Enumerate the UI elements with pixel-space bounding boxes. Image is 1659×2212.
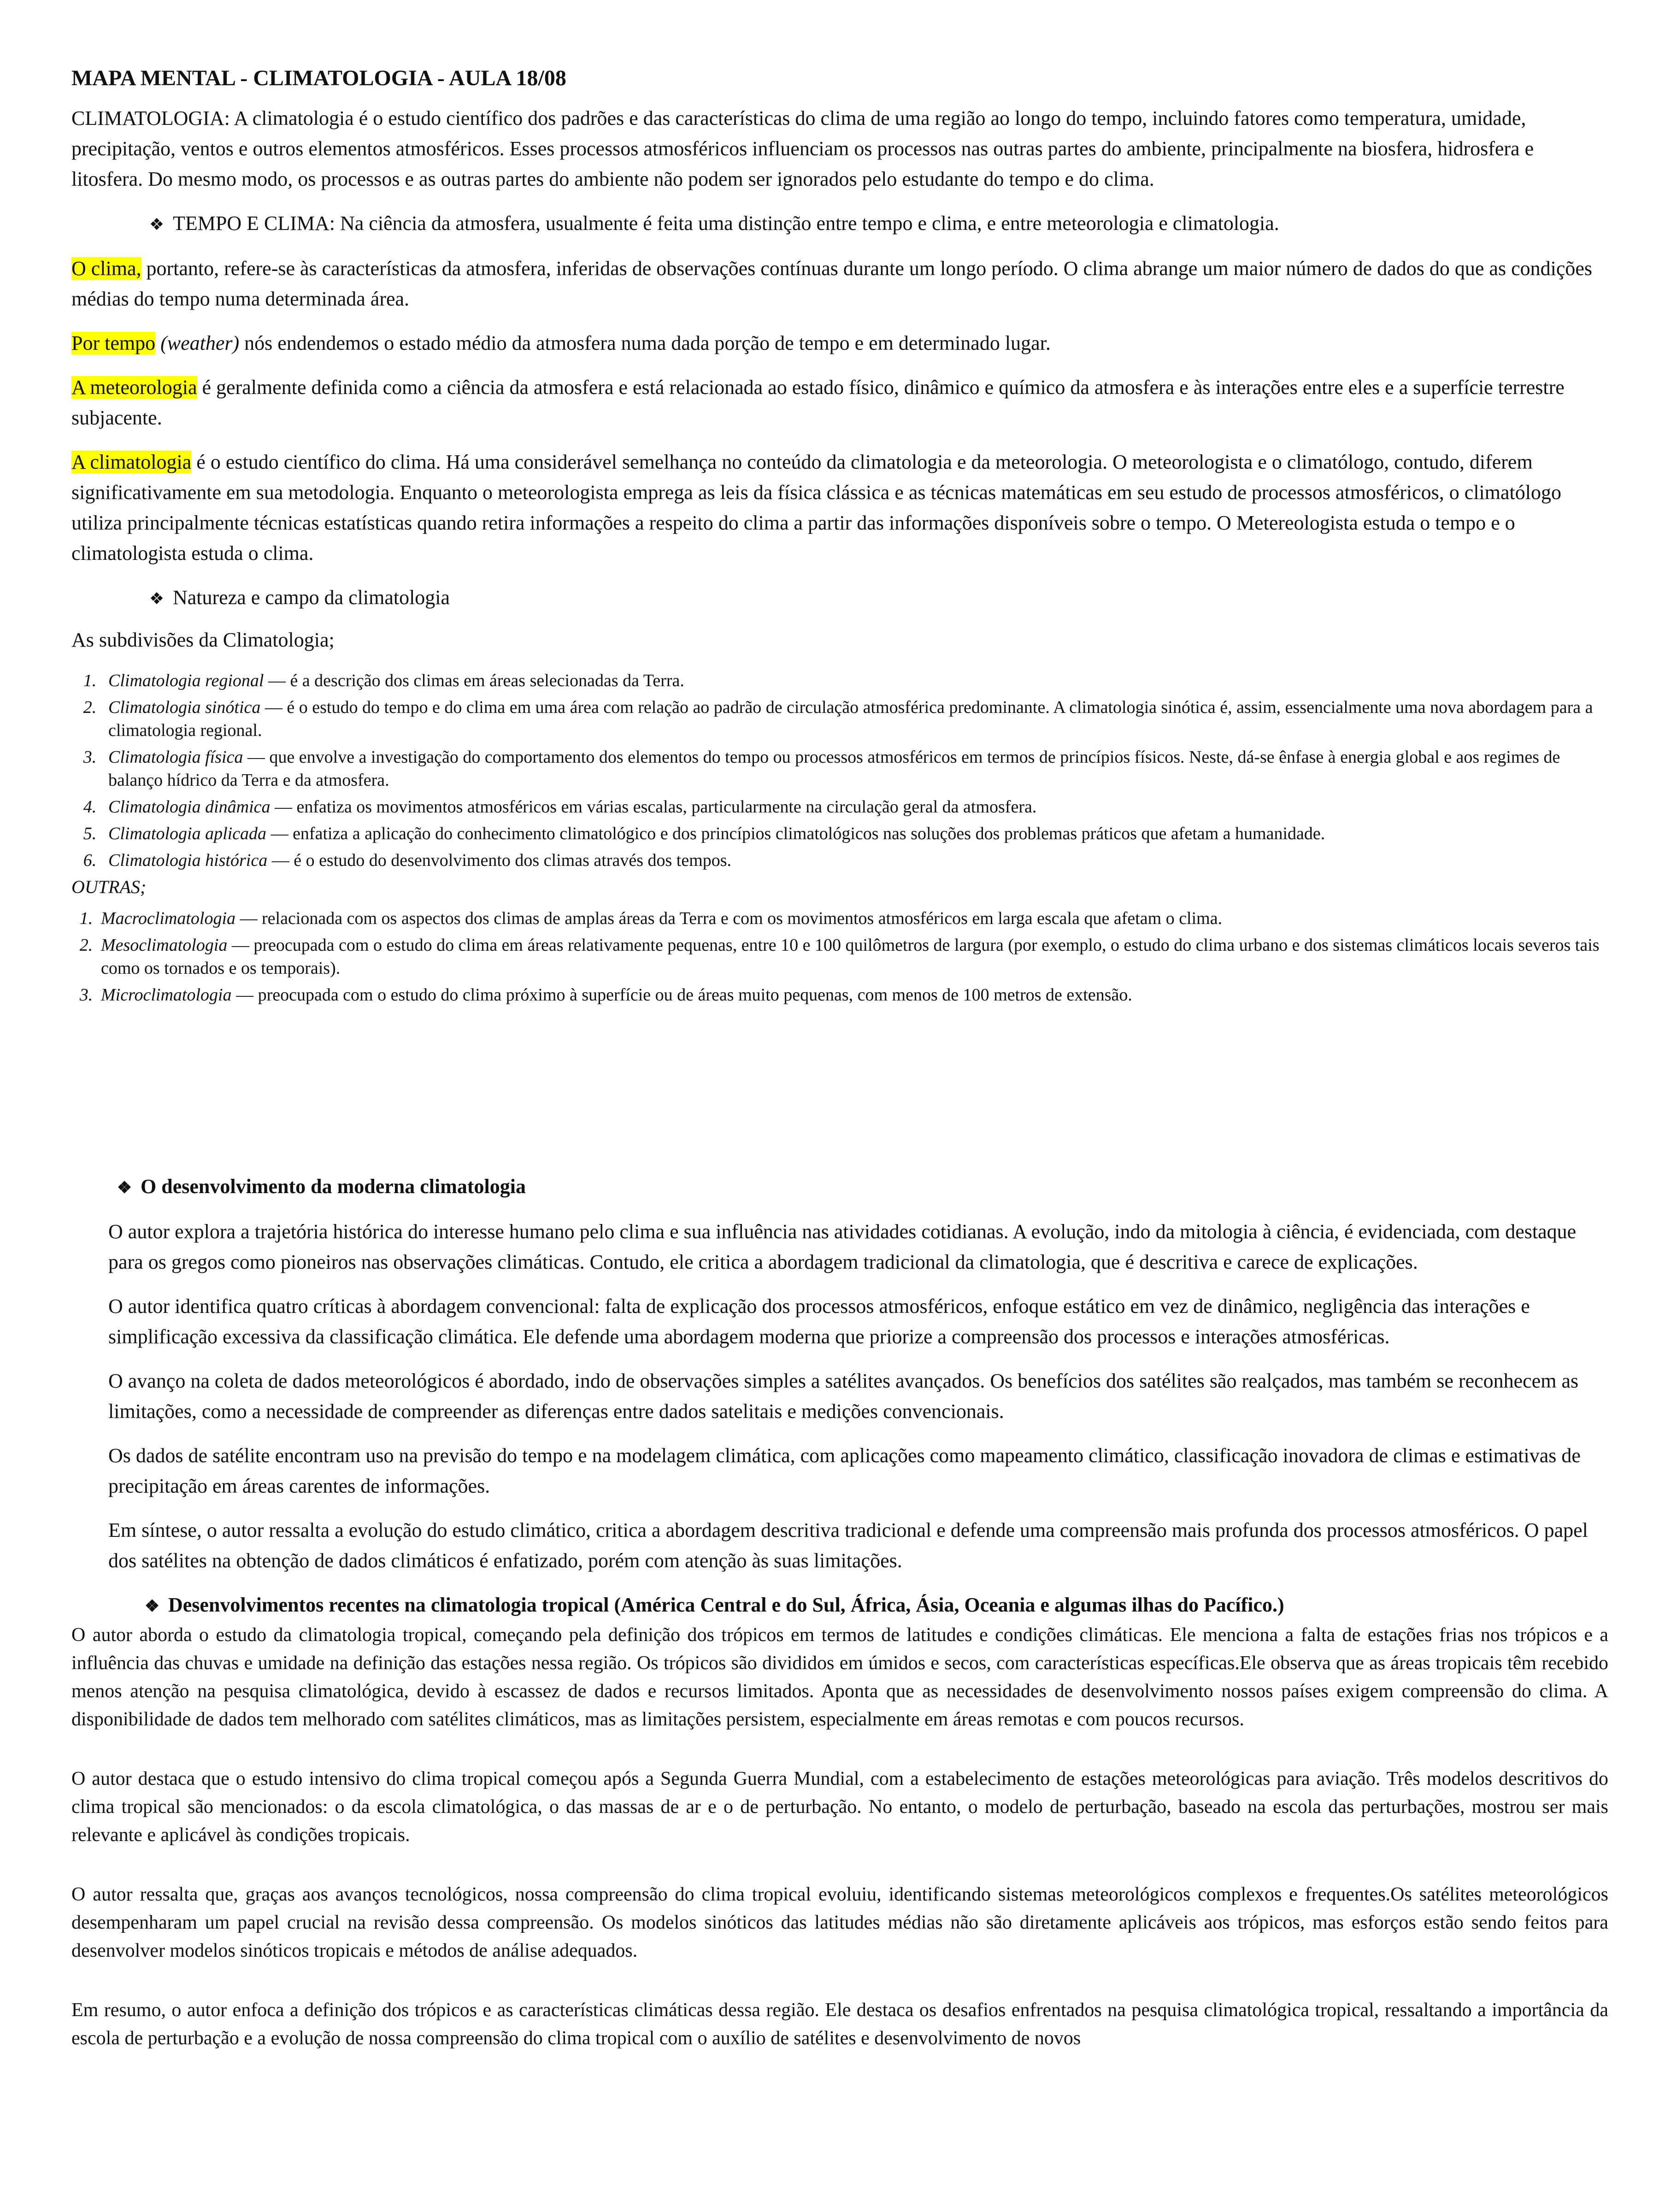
diamond-bullet-icon: ❖ [117,1178,132,1197]
bullet-natureza [71,582,1608,614]
document-title: MAPA MENTAL - CLIMATOLOGIA - AULA 18/08 [71,66,566,90]
clima-text: portanto, refere-se às características da atmosfera, inferidas de observações contínuas durante um longo período. O clima abrange um maior número de dados do que as condições médias do tempo numa determinada área. [71,257,1593,310]
desenvolvimento-paragraph: Em síntese, o autor ressalta a evolução do estudo climático, critica a abordagem descritiva tradicional e defende uma compreensão mais profunda dos processos atmosféricos. O papel dos satélites na obtenção de dados climáticos é enfatizado, porém com atenção às suas limitações. [108,1519,1588,1572]
diamond-bullet-icon: ❖ [144,1597,160,1615]
meteorologia-text: é geralmente definida como a ciência da atmosfera e está relacionada ao estado físico, dinâmico e químico da atmosfera e às interações entre eles e a superfície terrestre subjacente. [71,376,1565,429]
tempo-highlight: Por tempo [71,332,156,354]
outras-list [71,907,1608,1006]
outras-label: OUTRAS; [71,877,147,897]
list-item: 1. Climatologia regional — é a descrição dos climas em áreas selecionadas da Terra. [83,671,684,690]
tropical-paragraph: Em resumo, o autor enfoca a definição dos trópicos e as características climáticas dessa região. Ele destaca os desafios enfrentados na pesquisa climatológica tropical, ressaltando a importância da escola de perturbação e a evolução de nossa compreensão do clima tropical com o auxílio de satélites e desenvolvimento de novos [71,2000,1608,2049]
bullet-natureza-text: Natureza e campo da climatologia [173,586,450,609]
diamond-bullet-icon: ❖ [149,589,165,608]
bullet-desenvolvimento [108,1171,1608,1203]
subdivisoes-list [71,669,1608,872]
clima-paragraph [71,253,1608,314]
list-item: 5. Climatologia aplicada — enfatiza a aplicação do conhecimento climatológico e dos princípios climatológicos nas soluções dos problemas práticos que afetam a humanidade. [83,824,1325,843]
tempo-weather: (weather) [155,332,240,354]
clima-highlight: O clima, [71,257,141,280]
climatologia-paragraph [71,447,1608,569]
list-item: 2. Climatologia sinótica — é o estudo do tempo e do clima em uma área com relação ao padrão de circulação atmosférica predominante. A climatologia sinótica é, assim, essencialmente uma nova abordagem para a climatologia regional. [83,698,1593,740]
list-item: 3. Climatologia física — que envolve a investigação do comportamento dos elementos do tempo ou processos atmosféricos em termos de princípios físicos. Neste, dá-se ênfase à energia global e aos regimes de balanço hídrico da Terra e da atmosfera. [83,747,1560,790]
list-item: 2. Mesoclimatologia — preocupada com o estudo do clima em áreas relativamente pequenas, entre 10 e 100 quilômetros de largura (por exemplo, o estudo do clima urbano e dos sistemas climáticos locais severos tais como os tornados e os temporais). [79,935,1600,978]
list-item: 6. Climatologia histórica — é o estudo do desenvolvimento dos climas através dos tempos. [83,851,732,870]
document-page [71,65,1608,2084]
climatologia-text: é o estudo científico do clima. Há uma considerável semelhança no conteúdo da climatologia e da meteorologia. O meteorologista e o climatólogo, contudo, diferem significativamente em sua metodologia. Enquanto o meteorologista emprega as leis da física clássica e as técnicas matemáticas em seu estudo de processos atmosféricos, o climatólogo utiliza principalmente técnicas estatísticas quando retira informações a respeito do clima a partir das informações disponíveis sobre o tempo. O Metereologista estuda o tempo e o climatologista estuda o clima. [71,451,1561,565]
tropical-paragraph: O autor aborda o estudo da climatologia tropical, começando pela definição dos trópicos em termos de latitudes e condições climáticas. Ele menciona a falta de estações frias nos trópicos e a influência das chuvas e umidade na definição das estações nessa região. Os trópicos são divididos em úmidos e secos, com características específicas.Ele observa que as áreas tropicais têm recebido menos atenção na pesquisa climatológica, devido à escassez de dados e recursos limitados. Aponta que as necessidades de desenvolvimento nossos países exigem compreensão do clima. A disponibilidade de dados tem melhorado com satélites climáticos, mas as limitações persistem, especialmente em áreas remotas e com poucos recursos. [71,1624,1608,1730]
intro-paragraph: CLIMATOLOGIA: A climatologia é o estudo científico dos padrões e das características do clima de uma região ao longo do tempo, incluindo fatores como temperatura, umidade, precipitação, ventos e outros elementos atmosféricos. Esses processos atmosféricos influenciam os processos nas outras partes do ambiente, principalmente na biosfera, hidrosfera e litosfera. Do mesmo modo, os processos e as outras partes do ambiente não podem ser ignorados pelo estudante do tempo e do clima. [71,107,1534,190]
list-item: 4. Climatologia dinâmica — enfatiza os movimentos atmosféricos em várias escalas, particularmente na circulação geral da atmosfera. [83,797,1037,817]
desenvolvimento-section [71,1171,1608,1576]
meteorologia-paragraph [71,372,1608,433]
desenvolvimento-paragraph: O autor identifica quatro críticas à abordagem convencional: falta de explicação dos processos atmosféricos, enfoque estático em vez de dinâmico, negligência das interações e simplificação excessiva da classificação climática. Ele defende uma abordagem moderna que priorize a compreensão dos processos e interações atmosféricas. [108,1295,1530,1348]
desenvolvimento-paragraph: O avanço na coleta de dados meteorológicos é abordado, indo de observações simples a satélites avançados. Os benefícios dos satélites são realçados, mas também se reconhecem as limitações, como a necessidade de compreender as diferenças entre dados satelitais e medições convencionais. [108,1370,1579,1423]
list-item: 1. Macroclimatologia — relacionada com os aspectos dos climas de amplas áreas da Terra e com os movimentos atmosféricos em larga escala que afetam o clima. [79,909,1223,928]
desenvolvimento-paragraph: O autor explora a trajetória histórica do interesse humano pelo clima e sua influência nas atividades cotidianas. A evolução, indo da mitologia à ciência, é evidenciada, com destaque para os gregos como pioneiros nas observações climáticas. Contudo, ele critica a abordagem tradicional da climatologia, que é descritiva e carece de explicações. [108,1220,1577,1273]
meteorologia-highlight: A meteorologia [71,376,197,399]
bullet-tempo-e-clima [71,208,1608,240]
tropical-paragraph: O autor destaca que o estudo intensivo do clima tropical começou após a Segunda Guerra Mundial, com a estabelecimento de estações meteorológicas para aviação. Três modelos descritivos do clima tropical são mencionados: o da escola climatológica, o das massas de ar e o de perturbação. No entanto, o modelo de perturbação, baseado na escola das perturbações, mostrou ser mais relevante e aplicável às condições tropicais. [71,1768,1608,1846]
climatologia-highlight: A climatologia [71,451,192,473]
tempo-text: nós endendemos o estado médio da atmosfera numa dada porção de tempo e em determinado lugar. [239,332,1051,354]
bullet-tropical [71,1590,1608,1621]
bullet-desenvolvimento-text: O desenvolvimento da moderna climatologia [141,1175,526,1198]
tempo-paragraph [71,328,1608,359]
list-item: 3. Microclimatologia — preocupada com o estudo do clima próximo à superfície ou de áreas muito pequenas, com menos de 100 metros de extensão. [79,985,1132,1005]
section-spacer [71,1010,1608,1171]
bullet-tempo-e-clima-text: TEMPO E CLIMA: Na ciência da atmosfera, usualmente é feita uma distinção entre tempo e clima, e entre meteorologia e climatologia. [173,212,1279,235]
desenvolvimento-paragraph: Os dados de satélite encontram uso na previsão do tempo e na modelagem climática, com aplicações como mapeamento climático, classificação inovadora de climas e estimativas de precipitação em áreas carentes de informações. [108,1444,1581,1497]
tropical-paragraph: O autor ressalta que, graças aos avanços tecnológicos, nossa compreensão do clima tropical evoluiu, identificando sistemas meteorológicos complexos e frequentes.Os satélites meteorológicos desempenharam um papel crucial na revisão dessa compreensão. Os modelos sinóticos das latitudes médias não são diretamente aplicáveis aos trópicos, mas esforços estão sendo feitos para desenvolver modelos sinóticos tropicais e métodos de análise adequados. [71,1884,1608,1961]
diamond-bullet-icon: ❖ [149,215,165,234]
bullet-tropical-text: Desenvolvimentos recentes na climatologia tropical (América Central e do Sul, África, Ásia, Oceania e algumas ilhas do Pacífico.) [168,1594,1284,1616]
subdivisoes-label: As subdivisões da Climatologia; [71,629,335,651]
